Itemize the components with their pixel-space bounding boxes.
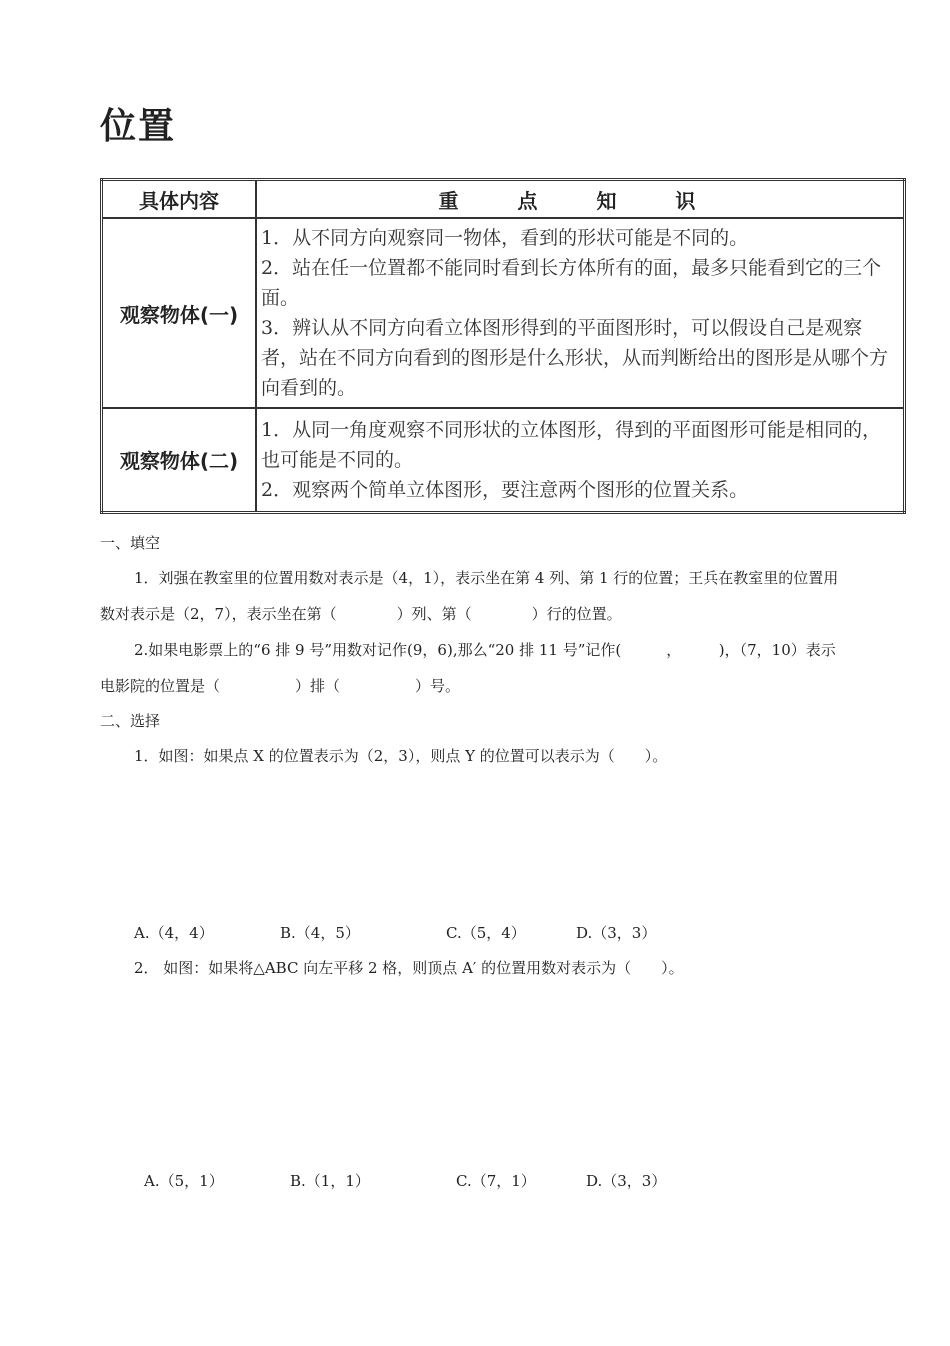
choice-question-1: 1．如图：如果点 X 的位置表示为（2，3），则点 Y 的位置可以表示为（ ）。 bbox=[134, 747, 668, 765]
option-d: D.（3，3） bbox=[586, 1172, 667, 1190]
section-heading-choice: 二、选择 bbox=[100, 712, 161, 730]
section-heading-fill: 一、填空 bbox=[100, 534, 161, 552]
row-heading: 观察物体(一) bbox=[102, 218, 257, 408]
option-a: A.（4，4） bbox=[134, 924, 214, 942]
option-c: C.（5，4） bbox=[446, 924, 526, 942]
knowledge-table bbox=[100, 178, 906, 514]
header-content: 具体内容 bbox=[102, 180, 257, 219]
table-row bbox=[102, 408, 905, 512]
option-b: B.（4，5） bbox=[280, 924, 360, 942]
header-key-points: 重 点 知 识 bbox=[256, 180, 905, 219]
point-text: 1．从不同方向观察同一物体，看到的形状可能是不同的。 bbox=[261, 227, 749, 249]
row-points bbox=[256, 408, 905, 512]
page-title: 位置 bbox=[100, 106, 177, 147]
fill-question-2: 2.如果电影票上的“6 排 9 号”用数对记作(9，6),那么“20 排 11 号”记作( ， )，（7，10）表示电影院的位置是（ ）排（ ）号。 bbox=[100, 641, 836, 695]
point-text: 2．站在任一位置都不能同时看到长方体所有的面，最多只能看到它的三个面。 bbox=[261, 257, 882, 309]
point-text: 3．辨认从不同方向看立体图形得到的平面图形时，可以假设自己是观察者，站在不同方向看到的图形是什么形状，从而判断给出的图形是从哪个方向看到的。 bbox=[261, 317, 889, 399]
table-row bbox=[102, 218, 905, 408]
option-c: C.（7，1） bbox=[456, 1172, 536, 1190]
option-a: A.（5，1） bbox=[144, 1172, 224, 1190]
choice-question-2: 2． 如图：如果将△ABC 向左平移 2 格，则顶点 A′ 的位置用数对表示为（ ）。 bbox=[134, 959, 684, 977]
table-header-row bbox=[102, 180, 905, 219]
row-points bbox=[256, 218, 905, 408]
option-b: B.（1，1） bbox=[290, 1172, 370, 1190]
fill-question-1: 1．刘强在教室里的位置用数对表示是（4，1），表示坐在第 4 列、第 1 行的位置；王兵在教室里的位置用数对表示是（2，7），表示坐在第（ ）列、第（ ）行的位置。 bbox=[100, 569, 839, 623]
point-text: 1．从同一角度观察不同形状的立体图形，得到的平面图形可能是相同的，也可能是不同的。 bbox=[261, 418, 882, 471]
point-text: 2．观察两个简单立体图形，要注意两个图形的位置关系。 bbox=[261, 478, 749, 501]
row-heading: 观察物体(二) bbox=[102, 408, 257, 512]
option-d: D.（3，3） bbox=[576, 924, 657, 942]
